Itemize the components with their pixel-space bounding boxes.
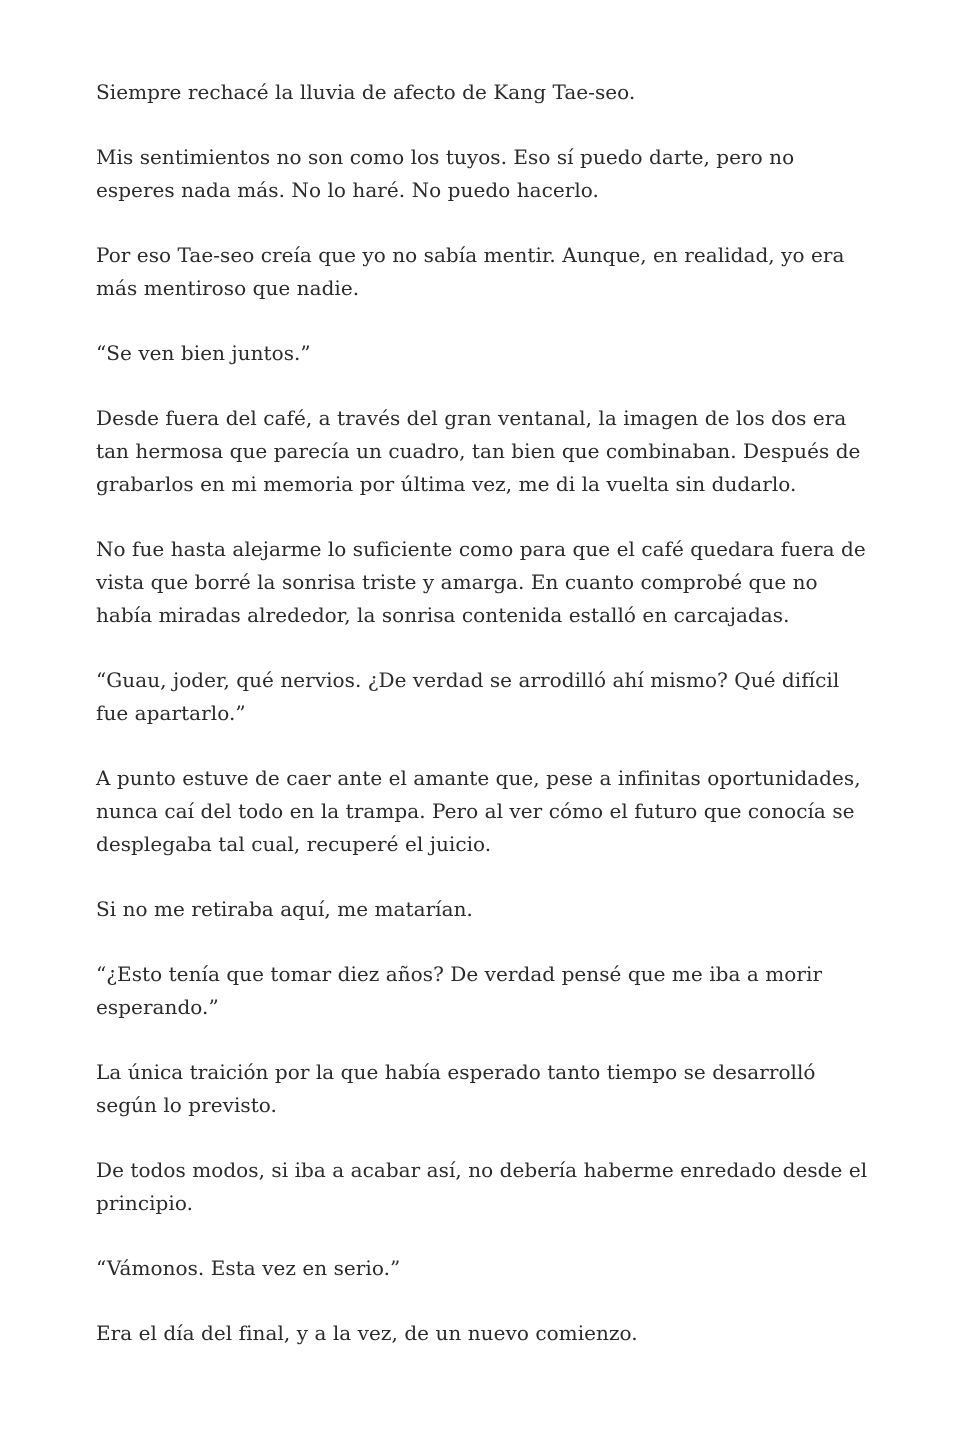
paragraph-13: “Vámonos. Esta vez en serio.”	[96, 1256, 401, 1280]
paragraph-1: Siempre rechacé la lluvia de afecto de Kang Tae-seo.	[96, 80, 636, 104]
paragraph-10: “¿Esto tenía que tomar diez años? De verdad pensé que me iba a morir esperando.”	[96, 962, 823, 1019]
paragraph-6: No fue hasta alejarme lo suficiente como para que el café quedara fuera de vista que borré la sonrisa triste y amarga. En cuanto comprobé que no había miradas alrededor, la sonrisa contenida estalló en carcajadas.	[96, 537, 866, 627]
paragraph-3: Por eso Tae-seo creía que yo no sabía mentir. Aunque, en realidad, yo era más mentiroso que nadie.	[96, 243, 845, 300]
paragraph-8: A punto estuve de caer ante el amante que, pese a infinitas oportunidades, nunca caí del todo en la trampa. Pero al ver cómo el futuro que conocía se desplegaba tal cual, recuperé el juicio.	[96, 766, 861, 856]
paragraph-2: Mis sentimientos no son como los tuyos. Eso sí puedo darte, pero no esperes nada más. No lo haré. No puedo hacerlo.	[96, 145, 795, 202]
paragraph-11: La única traición por la que había esperado tanto tiempo se desarrolló según lo previsto.	[96, 1060, 816, 1117]
paragraph-9: Si no me retiraba aquí, me matarían.	[96, 897, 473, 921]
paragraph-4: “Se ven bien juntos.”	[96, 341, 311, 365]
paragraph-12: De todos modos, si iba a acabar así, no debería haberme enredado desde el principio.	[96, 1158, 868, 1215]
paragraph-14: Era el día del final, y a la vez, de un nuevo comienzo.	[96, 1321, 638, 1345]
paragraph-5: Desde fuera del café, a través del gran ventanal, la imagen de los dos era tan hermosa que parecía un cuadro, tan bien que combinaban. Después de grabarlos en mi memoria por última vez, me di la vuelta sin dudarlo.	[96, 406, 861, 496]
paragraph-7: “Guau, joder, qué nervios. ¿De verdad se arrodilló ahí mismo? Qué difícil fue apartarlo.”	[96, 668, 840, 725]
document-body	[96, 76, 871, 1382]
